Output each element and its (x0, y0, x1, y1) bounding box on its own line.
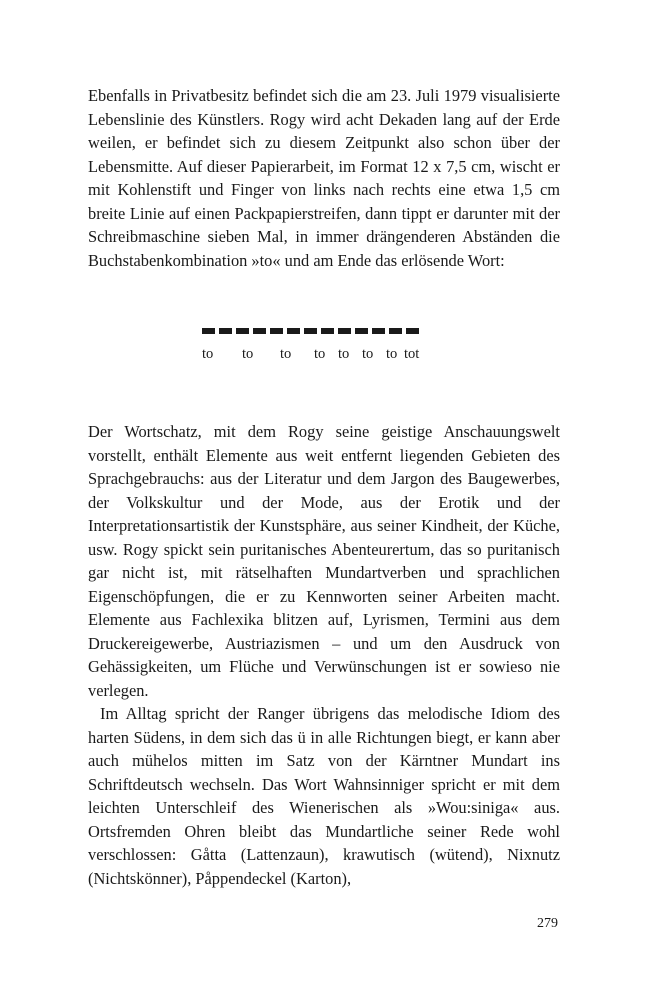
line-dash (287, 328, 300, 334)
line-dash (236, 328, 249, 334)
line-dash (389, 328, 402, 334)
line-dash (406, 328, 419, 334)
line-dash (372, 328, 385, 334)
lifeline-figure (88, 328, 560, 368)
typed-word-7: to (386, 346, 398, 362)
typed-word-final: tot (404, 346, 420, 362)
typed-word-6: to (362, 346, 374, 362)
paragraph-dialect: Im Alltag spricht der Ranger übrigens das melodische Idiom des harten Südens, in dem sich das ü in alle Richtungen biegt, er kann aber auch mühelos mitten im Satz von der Kärntner Mundart ins Schriftdeutsch wechseln. Das Wort Wahnsinniger spricht er mit dem leichten Unterschleif des Wienerischen als »Wou:siniga« aus. Ortsfremden Ohren bleibt das Mundartliche seiner Rede wohl verschlossen: Gåtta (Lattenzaun), krawutisch (wütend), Nixnutz (Nichtskönner), Påppendeckel (Karton), (88, 704, 560, 888)
page-number: 279 (537, 916, 558, 931)
typed-word-5: to (338, 346, 350, 362)
line-dash (253, 328, 266, 334)
typed-word-1: to (202, 346, 214, 362)
book-page (88, 84, 560, 890)
typed-word-2: to (242, 346, 254, 362)
paragraph-vocabulary: Der Wortschatz, mit dem Rogy seine geistige Anschauungswelt vorstellt, enthält Elemente aus weit entfernt liegenden Gebieten des Sprachgebrauchs: aus der Literatur und dem Jargon des Baugewerbes, der Volkskultur und der Mode, aus der Erotik und der Interpretationsartistik der Kunstsphäre, aus seiner Kindheit, der Küche, usw. Rogy spickt sein puritanisches Abenteurertum, das so puritanisch gar nicht ist, mit rätselhaften Mundartverben und sprachlichen Eigenschöpfungen, die er zu Kennworten seiner Arbeiten macht. Elemente aus Fachlexika blitzen auf, Lyrismen, Termini aus dem Druckereigewerbe, Austriazismen – und um den Ausdruck von Gehässigkeiten, um Flüche und Verwünschungen ist er sowieso nie verlegen. (88, 422, 560, 700)
line-dash (304, 328, 317, 334)
typed-word-3: to (280, 346, 292, 362)
typed-word-4: to (314, 346, 326, 362)
line-dash (321, 328, 334, 334)
line-dash (355, 328, 368, 334)
charcoal-line (202, 328, 560, 336)
line-dash (338, 328, 351, 334)
line-dash (202, 328, 215, 334)
line-dash (219, 328, 232, 334)
paragraph-lifeline: Ebenfalls in Privatbesitz befindet sich die am 23. Juli 1979 visualisierte Lebenslinie des Künstlers. Rogy wird acht Dekaden lang auf der Erde weilen, er befindet sich zu diesem Zeitpunkt also schon über der Lebensmitte. Auf dieser Papierarbeit, im Format 12 x 7,5 cm, wischt er mit Kohlenstift und Finger von links nach rechts eine etwa 1,5 cm breite Linie auf einen Packpapierstreifen, dann tippt er darunter mit der Schreibmaschine sieben Mal, in immer drängenderen Abständen die Buchstabenkombination »to« und am Ende das erlösende Wort: (88, 86, 560, 270)
line-dash (270, 328, 283, 334)
typed-words (202, 346, 560, 368)
